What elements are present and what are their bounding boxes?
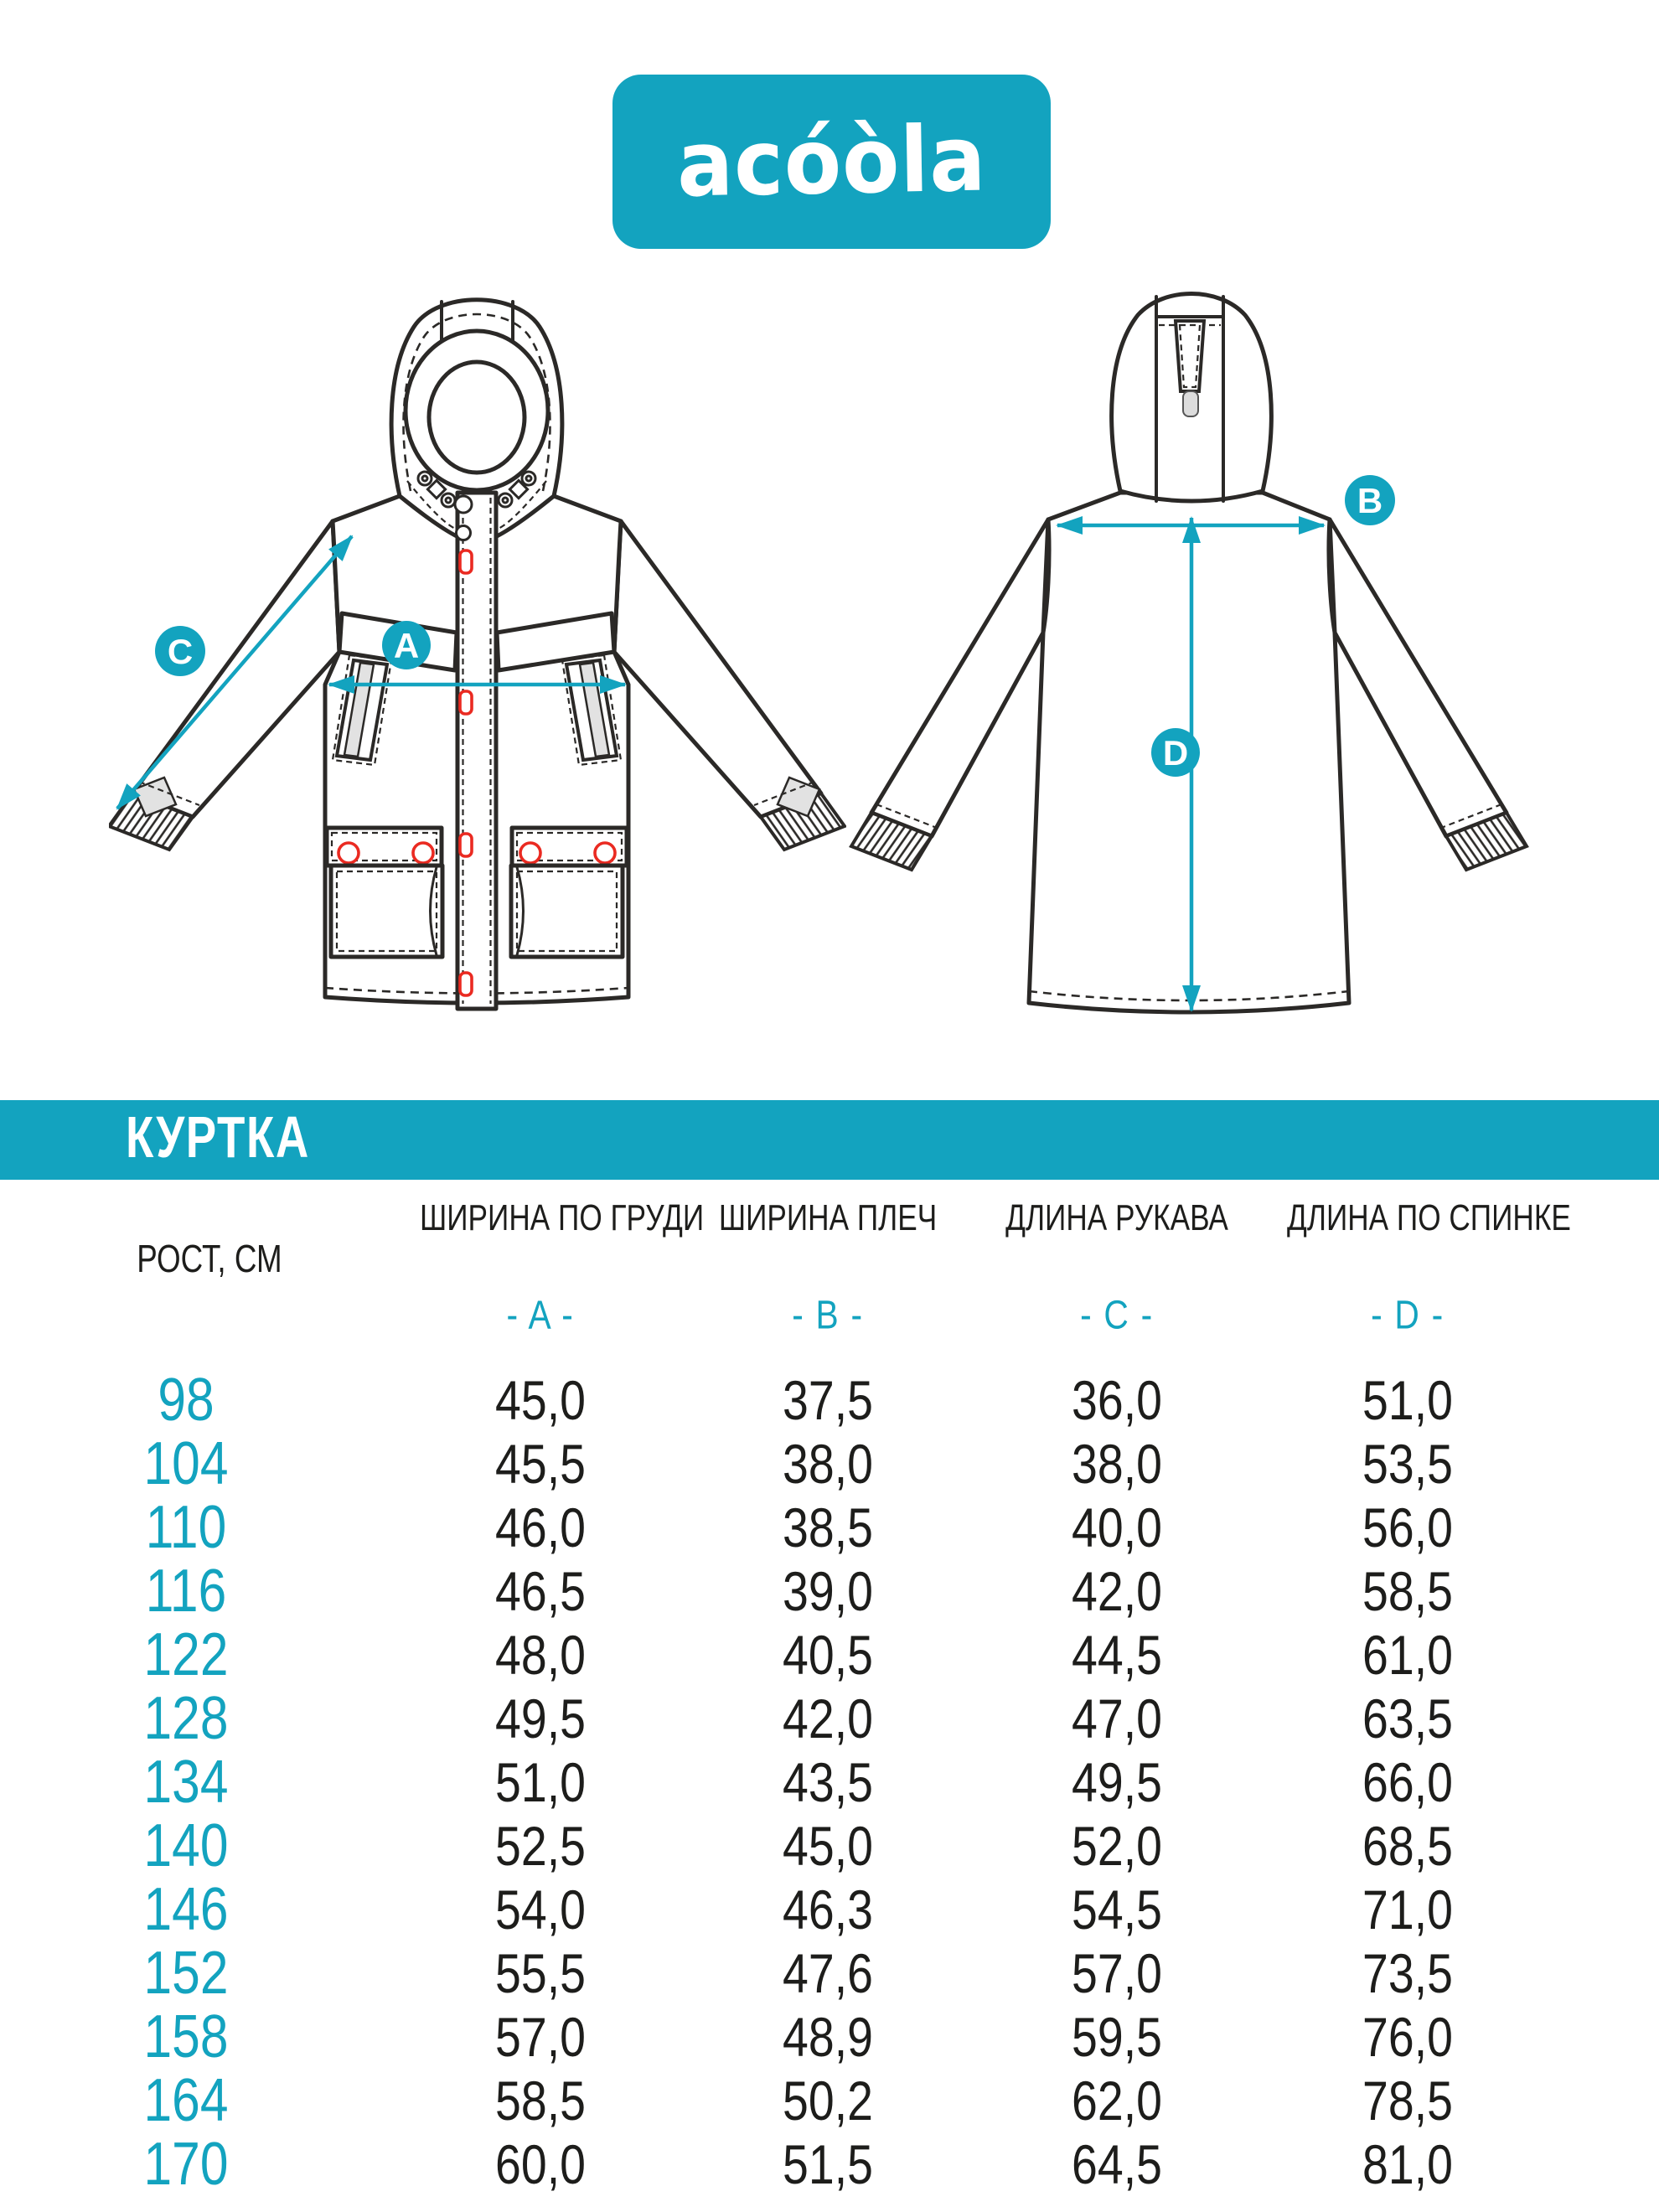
jacket-back-diagram (838, 276, 1575, 1056)
value-cell: 47,0 (1072, 1687, 1162, 1749)
section-title: КУРТКА (126, 1103, 310, 1170)
buttonhole (460, 691, 472, 714)
size-cell: 122 (143, 1621, 229, 1688)
value-cell: 56,0 (1362, 1496, 1453, 1558)
column-header-shoulders: ШИРИНА ПЛЕЧ (718, 1197, 938, 1238)
value-cell: 42,0 (1072, 1560, 1162, 1622)
size-cell: 158 (143, 2003, 229, 2070)
column-header-chest: ШИРИНА ПО ГРУДИ (420, 1197, 705, 1238)
svg-text:A: A (393, 626, 420, 665)
value-cell: 52,5 (495, 1815, 586, 1877)
value-cell: 52,0 (1072, 1815, 1162, 1877)
size-cell: 152 (143, 1940, 229, 2007)
value-cell: 78,5 (1362, 2070, 1453, 2132)
value-cell: 37,5 (783, 1369, 873, 1431)
column-letter-a: - A - (506, 1293, 575, 1338)
value-cell: 38,0 (1072, 1433, 1162, 1495)
value-cell: 38,5 (783, 1496, 873, 1558)
value-cell: 45,5 (495, 1433, 586, 1495)
column-letter-d: - D - (1371, 1293, 1445, 1338)
badge-d (1151, 728, 1200, 777)
value-cell: 71,0 (1362, 1879, 1453, 1941)
value-cell: 57,0 (495, 2006, 586, 2068)
column-letter-b: - B - (792, 1293, 864, 1338)
section-banner (0, 1100, 1659, 1180)
value-cell: 55,5 (495, 1942, 586, 2004)
front-placket (455, 493, 496, 1009)
size-cell: 98 (158, 1367, 214, 1434)
value-cell: 51,0 (1362, 1369, 1453, 1431)
size-cell: 116 (145, 1558, 227, 1625)
size-cell: 146 (143, 1876, 229, 1943)
brand-logo (612, 75, 1051, 249)
value-cell: 73,5 (1362, 1942, 1453, 2004)
jacket-front-diagram (109, 276, 846, 1056)
value-cell: 39,0 (783, 1560, 873, 1622)
svg-text:C: C (167, 632, 194, 671)
column-header-back: ДЛИНА ПО СПИНКЕ (1287, 1197, 1571, 1238)
column-header-sleeve: ДЛИНА РУКАВА (1005, 1197, 1228, 1238)
value-cell: 46,5 (495, 1560, 586, 1622)
badge-b (1345, 475, 1395, 525)
value-cell: 50,2 (783, 2070, 873, 2132)
value-cell: 44,5 (1072, 1624, 1162, 1686)
value-cell: 57,0 (1072, 1942, 1162, 2004)
value-cell: 58,5 (1362, 1560, 1453, 1622)
value-cell: 43,5 (783, 1751, 873, 1813)
value-cell: 54,0 (495, 1879, 586, 1941)
value-cell: 40,5 (783, 1624, 873, 1686)
size-cell: 128 (143, 1685, 229, 1752)
value-cell: 81,0 (1362, 2133, 1453, 2195)
value-cell: 45,0 (783, 1815, 873, 1877)
value-cell: 62,0 (1072, 2070, 1162, 2132)
value-cell: 40,0 (1072, 1496, 1162, 1558)
value-cell: 46,3 (783, 1879, 873, 1941)
buttonhole (460, 973, 472, 995)
size-cell: 104 (143, 1430, 229, 1497)
value-cell: 51,0 (495, 1751, 586, 1813)
value-cell: 66,0 (1362, 1751, 1453, 1813)
svg-text:D: D (1162, 733, 1189, 773)
value-cell: 47,6 (783, 1942, 873, 2004)
value-cell: 38,0 (783, 1433, 873, 1495)
buttonhole (460, 550, 472, 573)
value-cell: 42,0 (783, 1687, 873, 1749)
value-cell: 61,0 (1362, 1624, 1453, 1686)
value-cell: 45,0 (495, 1369, 586, 1431)
size-cell: 110 (145, 1494, 227, 1561)
column-letter-c: - C - (1080, 1293, 1154, 1338)
value-cell: 48,9 (783, 2006, 873, 2068)
badge-a (382, 621, 431, 669)
value-cell: 48,0 (495, 1624, 586, 1686)
value-cell: 36,0 (1072, 1369, 1162, 1431)
value-cell: 49,5 (1072, 1751, 1162, 1813)
value-cell: 64,5 (1072, 2133, 1162, 2195)
value-cell: 76,0 (1362, 2006, 1453, 2068)
size-cell: 164 (143, 2067, 229, 2134)
value-cell: 59,5 (1072, 2006, 1162, 2068)
size-cell: 170 (143, 2131, 229, 2198)
table-row-header: РОСТ, СМ (137, 1237, 282, 1280)
back-hood (1112, 294, 1272, 502)
svg-text:B: B (1357, 481, 1383, 520)
value-cell: 53,5 (1362, 1433, 1453, 1495)
size-cell: 134 (143, 1749, 229, 1816)
value-cell: 46,0 (495, 1496, 586, 1558)
value-cell: 60,0 (495, 2133, 586, 2195)
value-cell: 63,5 (1362, 1687, 1453, 1749)
value-cell: 51,5 (783, 2133, 873, 2195)
badge-c (155, 626, 205, 676)
value-cell: 54,5 (1072, 1879, 1162, 1941)
value-cell: 49,5 (495, 1687, 586, 1749)
size-cell: 140 (143, 1812, 229, 1879)
brand-logo-text: acóòla (675, 106, 988, 217)
value-cell: 68,5 (1362, 1815, 1453, 1877)
value-cell: 58,5 (495, 2070, 586, 2132)
buttonhole (460, 834, 472, 856)
